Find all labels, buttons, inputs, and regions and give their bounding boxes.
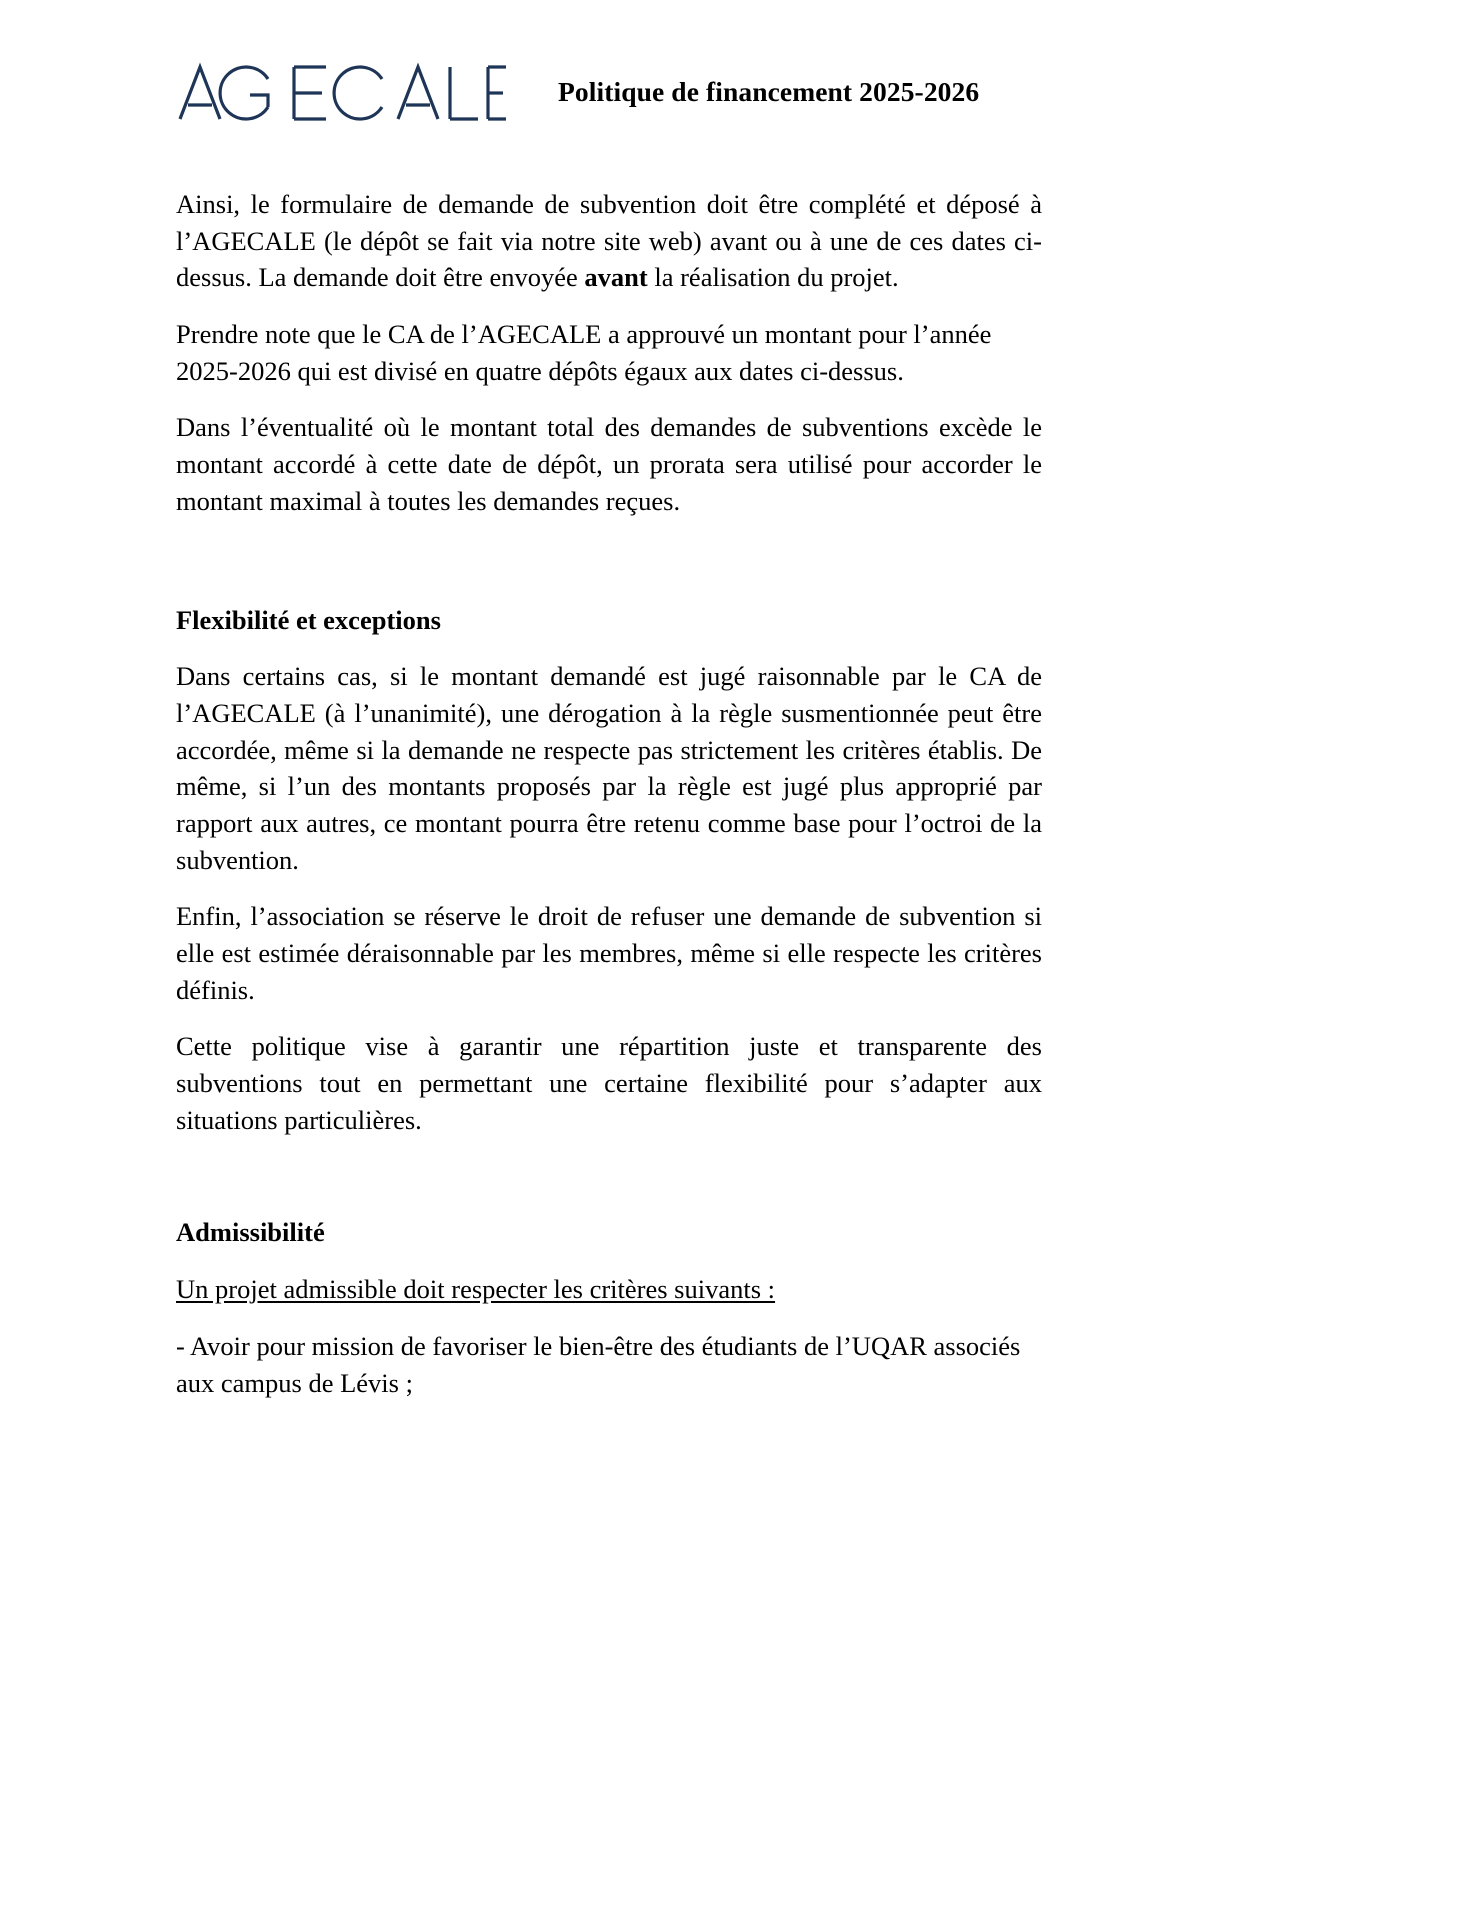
paragraph-criteres-intro	[176, 1271, 1042, 1308]
heading-flexibilite: Flexibilité et exceptions	[176, 604, 441, 635]
paragraph-eventualite: Dans l’éventualité où le montant total des demandes de subventions excède le montant accordé à cette date de dépôt, un prorata sera utilisé pour accorder le montant maximal à toutes les demandes reçues.	[176, 412, 1042, 516]
list-item-critere-1: - Avoir pour mission de favoriser le bien-être des étudiants de l’UQAR associés aux campus de Lévis ;	[176, 1330, 1021, 1398]
paragraph-certains-cas: Dans certains cas, si le montant demandé est jugé raisonnable par le CA de l’AGECALE (à l’unanimité), une dérogation à la règle susmentionnée peut être accordée, même si la demande ne respecte pas strictement les critères établis. De même, si l’un des montants proposés par la règle est jugé plus approprié par rapport aux autres, ce montant pourra être retenu comme base pour l’octroi de la subvention.	[176, 661, 1042, 875]
paragraph-ainsi-text-2: la réalisation du projet.	[647, 262, 899, 293]
page-title: Politique de financement 2025-2026	[558, 76, 980, 107]
agecale-logo	[176, 61, 536, 123]
section-spacer-1	[176, 540, 1042, 602]
paragraph-ainsi-text-1: Ainsi, le formulaire de demande de subvention doit être complété et déposé à l’AGECALE (le dépôt se fait via notre site web) avant ou à une de ces dates ci-dessus. La demande doit être envoyée	[176, 189, 1042, 293]
paragraph-prendre-note: Prendre note que le CA de l’AGECALE a approuvé un montant pour l’année 2025-2026 qui est divisé en quatre dépôts égaux aux dates ci-dessus.	[176, 319, 992, 386]
paragraph-ainsi	[176, 186, 1042, 296]
paragraph-ainsi-emphasis: avant	[584, 262, 648, 293]
document-body	[176, 186, 1042, 1421]
section-spacer-2	[176, 1158, 1042, 1214]
agecale-logotype-icon	[176, 61, 506, 123]
paragraph-cette-politique: Cette politique vise à garantir une répartition juste et transparente des subventions tout en permettant une certaine flexibilité pour s’adapter aux situations particulières.	[176, 1031, 1042, 1135]
paragraph-enfin: Enfin, l’association se réserve le droit de refuser une demande de subvention si elle est estimée déraisonnable par les membres, même si elle respecte les critères définis.	[176, 901, 1042, 1005]
heading-admissibilite: Admissibilité	[176, 1217, 325, 1248]
page-header	[176, 52, 1308, 132]
criteres-intro-underlined-text: Un projet admissible doit respecter les critères suivants :	[176, 1274, 776, 1305]
